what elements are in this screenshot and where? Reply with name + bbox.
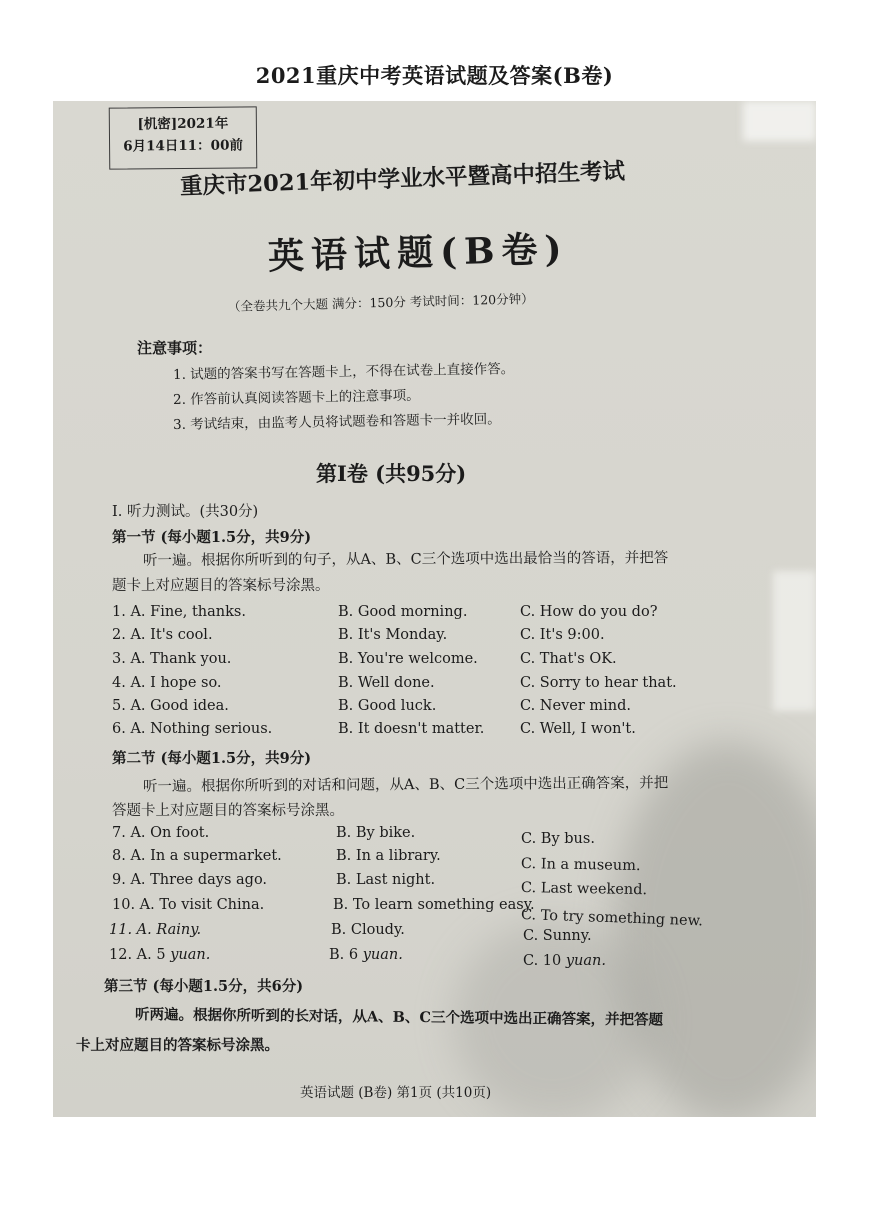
option-a: 10. A. To visit China.	[112, 897, 265, 913]
section-instruction: 听两遍。根据你所听到的长对话，从A、B、C三个选项中选出正确答案，并把答题	[134, 1006, 664, 1029]
option-b: B. Last night.	[336, 872, 436, 888]
scanned-exam-page	[53, 101, 816, 1117]
section-heading: 第三节 (每小题1.5分，共6分)	[104, 978, 304, 995]
option-b: B. In a library.	[336, 848, 441, 864]
option-a-amount: 12. A. 5	[109, 947, 166, 963]
option-b: B. Cloudy.	[331, 922, 405, 938]
confidential-stamp	[109, 106, 258, 169]
option-a: 9. A. Three days ago.	[112, 872, 268, 888]
option-b: B. By bike.	[336, 825, 416, 841]
option-b: B. To learn something easy.	[333, 897, 535, 913]
option-b: B. It doesn't matter.	[338, 721, 485, 737]
option-a-unit: yuan.	[170, 947, 211, 963]
option-b: B. Good luck.	[338, 698, 437, 714]
stamp-line: 6月14日11：00前	[123, 137, 244, 155]
question-row	[53, 872, 816, 899]
option-c: C. How do you do?	[520, 604, 658, 620]
option-c: C. To try something new.	[520, 907, 704, 930]
option-b: B. Well done.	[338, 675, 435, 691]
option-c-unit: yuan.	[565, 953, 606, 969]
question-row	[53, 848, 816, 875]
option-c: C. Last weekend.	[520, 880, 648, 899]
question-row	[53, 698, 816, 720]
option-a: 2. A. It's cool.	[112, 627, 213, 643]
option-a: 8. A. In a supermarket.	[112, 848, 282, 864]
option-c: C. Sorry to hear that.	[520, 675, 677, 691]
option-c: C. By bus.	[521, 831, 595, 847]
notice-item: 2. 作答前认真阅读答题卡上的注意事项。	[172, 387, 420, 408]
section-instruction: 答题卡上对应题目的答案标号涂黑。	[112, 803, 344, 819]
section-instruction: 听一遍。根据你所听到的对话和问题，从A、B、C三个选项中选出正确答案，并把	[142, 775, 669, 795]
option-c-amount: C. 10	[523, 953, 562, 969]
section-heading: 第二节 (每小题1.5分，共9分)	[112, 750, 312, 767]
stamp-line: [机密]2021年	[137, 115, 229, 133]
option-a: 7. A. On foot.	[112, 825, 210, 841]
question-row	[53, 721, 816, 743]
option-b	[329, 947, 403, 963]
question-row	[53, 651, 816, 673]
notice-item: 3. 考试结束，由监考人员将试题卷和答题卡一并收回。	[172, 411, 501, 433]
notice-item: 1. 试题的答案书写在答题卡上，不得在试卷上直接作答。	[172, 361, 515, 383]
section-instruction: 题卡上对应题目的答案标号涂黑。	[112, 578, 330, 594]
exam-meta: （全卷共九个大题 满分：150分 考试时间：120分钟）	[227, 291, 534, 314]
option-c: C. It's 9:00.	[520, 627, 605, 643]
option-a	[109, 947, 210, 963]
option-b: B. You're welcome.	[338, 651, 478, 667]
option-c	[523, 953, 606, 969]
section-heading: 第一节 (每小题1.5分，共9分)	[112, 529, 312, 546]
option-b: B. It's Monday.	[338, 627, 448, 643]
question-row	[53, 675, 816, 697]
option-a: 4. A. I hope so.	[112, 675, 222, 691]
question-row	[53, 922, 816, 944]
option-b-unit: yuan.	[362, 947, 403, 963]
question-row	[53, 604, 816, 626]
option-a: 5. A. Good idea.	[112, 698, 229, 714]
option-c: C. In a museum.	[520, 856, 641, 875]
option-c: C. Well, I won't.	[520, 721, 636, 737]
part-title: 第Ⅰ卷 (共95分)	[316, 461, 467, 486]
paper-title: 英语试题(B卷)	[267, 228, 570, 278]
option-c: C. That's OK.	[520, 651, 617, 667]
document-title: 2021重庆中考英语试题及答案(B卷)	[255, 63, 614, 88]
option-b: B. Good morning.	[338, 604, 468, 620]
option-c: C. Never mind.	[520, 698, 631, 714]
option-c: C. Sunny.	[523, 928, 592, 944]
page-footer: 英语试题 (B卷) 第1页 (共10页)	[300, 1085, 492, 1101]
scan-blemish	[743, 101, 816, 141]
option-a: 6. A. Nothing serious.	[112, 721, 273, 737]
option-a: 11. A. Rainy.	[109, 922, 202, 938]
section-instruction: 卡上对应题目的答案标号涂黑。	[76, 1037, 279, 1054]
exam-name: 重庆市2021年初中学业水平暨高中招生考试	[179, 158, 626, 200]
section-instruction: 听一遍。根据你所听到的句子，从A、B、C三个选项中选出最恰当的答语，并把答	[142, 550, 669, 569]
option-a: 1. A. Fine, thanks.	[112, 604, 246, 620]
option-a: 3. A. Thank you.	[112, 651, 232, 667]
option-b-amount: B. 6	[329, 947, 359, 963]
notice-heading: 注意事项：	[137, 339, 213, 357]
question-row	[53, 825, 816, 847]
question-row	[53, 947, 816, 969]
question-row	[53, 627, 816, 649]
section-main-heading: I. 听力测试。(共30分)	[112, 504, 259, 520]
